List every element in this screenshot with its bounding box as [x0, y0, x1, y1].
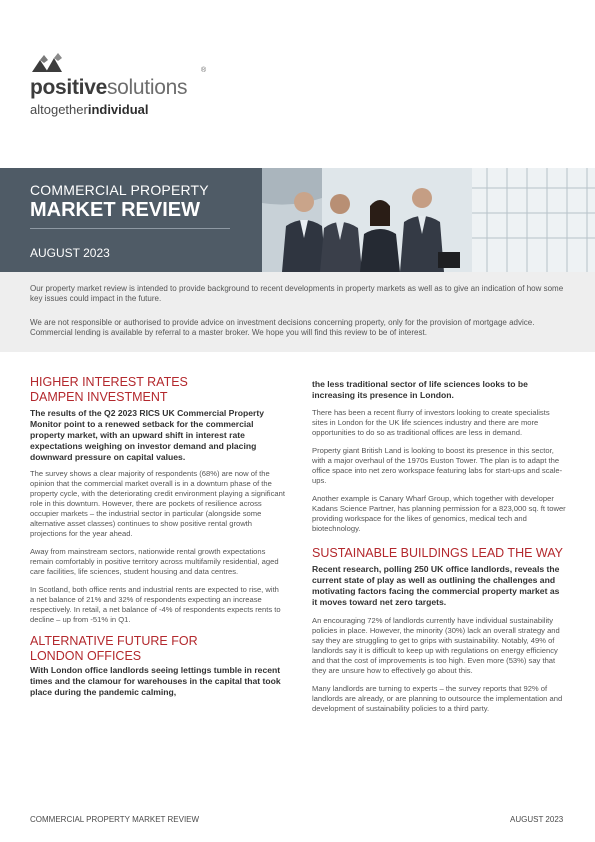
- body-paragraph: Another example is Canary Wharf Group, which together with developer Kadans Science Partner, has planning permission for a 823,000 sq. ft tower providing workspace for the likes of genomics, medical tech and biotechnology.: [312, 494, 566, 533]
- banner-title-line2: MARKET REVIEW: [30, 199, 200, 221]
- lead-paragraph: The results of the Q2 2023 RICS UK Commercial Property Monitor point to a renewed setback for the commercial property market, with an upward shift in interest rate expectations weighing on investor demand and placing downward pressure on capital values.: [30, 408, 265, 462]
- logo-word-bold: positive: [30, 76, 107, 99]
- intro-band: [0, 272, 595, 352]
- logo-word-light: solutions: [106, 76, 188, 99]
- body-paragraph: The survey shows a clear majority of respondents (68%) are now of the opinion that the commercial market overall is in a downturn phase of the property cycle, with the deteriorating credit environment playing a significant role in this downturn. However, there are pockets of resilience across occupier markets – the industrial sector in particular (alongside some alternative asset classes) continues to show positive rental growth projections for the year ahead.: [30, 469, 285, 538]
- title-banner: [0, 168, 595, 272]
- business-people-in-office-photo: [262, 168, 595, 272]
- body-paragraph: Property giant British Land is looking to boost its presence in this sector, with a major overhaul of the 1970s Euston Tower. The plan is to adapt the office space into net zero workspace featuring labs for start-ups and scale-ups.: [312, 446, 563, 485]
- body-paragraph: There has been a recent flurry of investors looking to create specialists sites in London for the UK life sciences industry and there are more opportunities to do so as traditional offices are less in demand.: [312, 408, 550, 437]
- heading-alternative-future: [30, 634, 285, 664]
- company-logo: [30, 52, 230, 122]
- photo-illustration: [262, 168, 595, 272]
- lead-paragraph: Recent research, polling 250 UK office landlords, reveals the current state of play as well as outlining the challenges and motivating factors facing the commercial property market as it moves toward net zero targets.: [312, 564, 560, 607]
- banner-date: AUGUST 2023: [30, 246, 110, 260]
- heading-higher-interest-rates: [30, 375, 285, 405]
- footer-date: AUGUST 2023: [510, 815, 564, 824]
- banner-divider: [30, 228, 230, 229]
- logo-wordmark: [30, 76, 187, 100]
- lead-paragraph-continued: the less traditional sector of life sciences looks to be increasing its presence in London.: [312, 379, 528, 400]
- heading-line: ALTERNATIVE FUTURE FOR: [30, 634, 198, 648]
- body-paragraph: In Scotland, both office rents and industrial rents are expected to rise, with a net balance of 21% and 32% of respondents expecting an increase respectively. In retail, a net balance of -4% of respondents expects rents to decline – up from -51% in Q1.: [30, 585, 281, 624]
- tagline-light: altogether: [30, 102, 88, 117]
- tagline-bold: individual: [87, 102, 149, 117]
- intro-paragraph-1: Our property market review is intended to provide background to recent developments in property markets as well as to give an indication of how some key issues could impact in the future.: [30, 284, 564, 303]
- heading-sustainable-buildings: SUSTAINABLE BUILDINGS LEAD THE WAY: [312, 546, 563, 560]
- footer-title: COMMERCIAL PROPERTY MARKET REVIEW: [30, 815, 200, 824]
- body-paragraph: Many landlords are turning to experts – the survey reports that 92% of landlords are already, or are planning to outsource the implementation and development of sustainability policies to a third party.: [312, 684, 563, 713]
- lead-paragraph: With London office landlords seeing lettings tumble in recent times and the clamour for warehouses in the capital that took place during the pandemic calming,: [30, 665, 281, 697]
- banner-title-line1: COMMERCIAL PROPERTY: [30, 182, 209, 198]
- logo-tagline: [30, 102, 149, 117]
- intro-paragraph-2: We are not responsible or authorised to provide advice on investment decisions concerning property, only for the provision of mortgage advice. Commercial lending is available by referral to a master broker. We hope you will find this review to be of interest.: [30, 318, 535, 337]
- heading-line: DAMPEN INVESTMENT: [30, 390, 168, 404]
- body-paragraph: An encouraging 72% of landlords currently have individual sustainability policies in place. However, the minority (30%) lack an overall strategy and say they are struggling to get to grips with sustainability. Notably, 49% of landlords say it is difficult to keep up with regulations on energy efficiency and that the cost of improvements is too high. Even more (53%) say that they are unsure how to effectively go about this.: [312, 616, 560, 675]
- heading-line: LONDON OFFICES: [30, 649, 142, 663]
- body-paragraph: Away from mainstream sectors, nationwide rental growth expectations remain comfortably in positive territory across multifamily residential, aged care facilities, life sciences, student housing and data centres.: [30, 547, 279, 576]
- mountain-peaks-icon: [32, 52, 68, 78]
- left-column: [30, 375, 285, 698]
- right-column: [312, 375, 567, 714]
- banner-title-panel: [0, 168, 262, 272]
- registered-mark: ®: [201, 67, 207, 74]
- heading-line: HIGHER INTEREST RATES: [30, 375, 188, 389]
